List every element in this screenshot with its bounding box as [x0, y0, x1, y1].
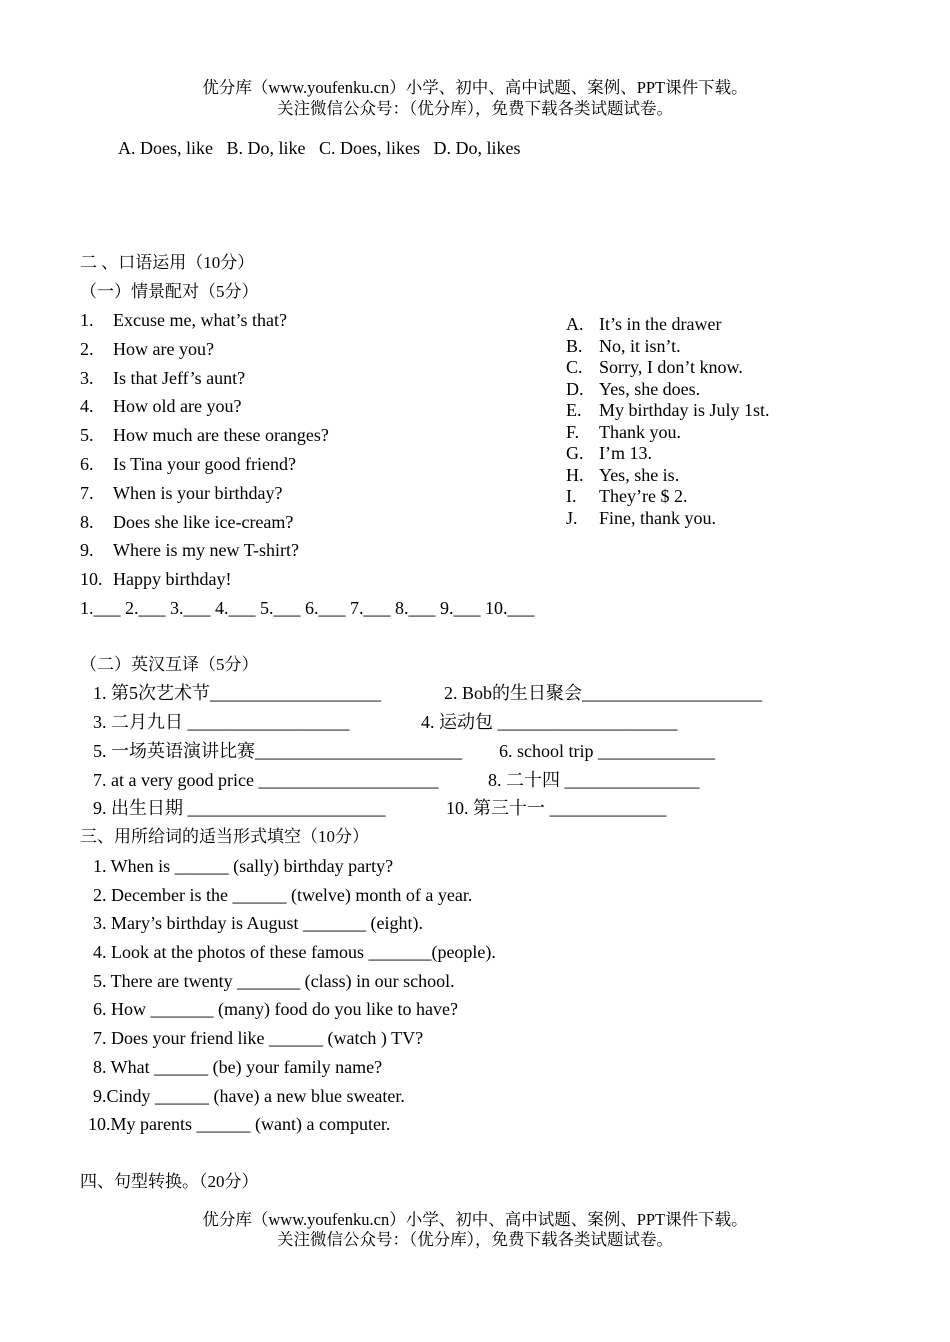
question-item: 7. When is your birthday?	[80, 483, 283, 503]
answer-blanks: 1.___ 2.___ 3.___ 4.___ 5.___ 6.___ 7.___ 8.___ 9.___ 10.___	[80, 598, 535, 618]
question-item: 4. How old are you?	[80, 396, 242, 416]
answer-option: F. Thank you.	[566, 422, 681, 442]
section-4-title: 四、句型转换。（20分）	[80, 1172, 259, 1191]
translation-item: 1. 第5次艺术节___________________	[93, 683, 381, 703]
footer-line-1: 优分库（www.youfenku.cn）小学、初中、高中试题、案例、PPT课件下载。	[202, 1210, 748, 1229]
question-item: 1. Excuse me, what’s that?	[80, 310, 287, 330]
question-item: 9. Where is my new T-shirt?	[80, 540, 299, 560]
answer-option: G. I’m 13.	[566, 443, 652, 463]
question-item: 10. Happy birthday!	[80, 569, 232, 589]
header-line-1: 优分库（www.youfenku.cn）小学、初中、高中试题、案例、PPT课件下载。	[202, 78, 748, 97]
answer-option: I. They’re $ 2.	[566, 486, 688, 506]
header-line-2: 关注微信公众号：（优分库），免费下载各类试题试卷。	[277, 99, 673, 118]
section-3-title: 三、用所给词的适当形式填空（10分）	[80, 827, 369, 846]
section-2-title: 二 、口语运用（10分）	[80, 253, 255, 272]
section-2-1-title: （一）情景配对（5分）	[80, 282, 259, 301]
answer-option: C. Sorry, I don’t know.	[566, 357, 743, 377]
translation-item: 3. 二月九日 __________________	[93, 712, 350, 732]
answer-option: E. My birthday is July 1st.	[566, 400, 770, 420]
fill-blank-item: 1. When is ______ (sally) birthday party?	[93, 856, 394, 876]
translation-item: 10. 第三十一 _____________	[446, 798, 667, 818]
question-item: 5. How much are these oranges?	[80, 425, 329, 445]
fill-blank-item: 10.My parents ______ (want) a computer.	[88, 1114, 391, 1134]
fill-blank-item: 6. How _______ (many) food do you like to have?	[93, 999, 458, 1019]
fill-blank-item: 2. December is the ______ (twelve) month of a year.	[93, 885, 473, 905]
fill-blank-item: 9.Cindy ______ (have) a new blue sweater.	[93, 1086, 405, 1106]
translation-item: 2. Bob的生日聚会____________________	[444, 683, 763, 703]
translation-item: 5. 一场英语演讲比赛_______________________	[93, 741, 462, 761]
answer-option: D. Yes, she does.	[566, 379, 701, 399]
previous-question-options: A. Does, like B. Do, like C. Does, likes D. Do, likes	[118, 138, 521, 158]
section-2-2-title: （二）英汉互译（5分）	[80, 655, 259, 674]
answer-option: H. Yes, she is.	[566, 465, 680, 485]
translation-item: 6. school trip _____________	[499, 741, 715, 761]
fill-blank-item: 3. Mary’s birthday is August _______ (eight).	[93, 913, 423, 933]
answer-option: A. It’s in the drawer	[566, 314, 722, 334]
fill-blank-item: 5. There are twenty _______ (class) in our school.	[93, 971, 455, 991]
fill-blank-item: 7. Does your friend like ______ (watch ) TV?	[93, 1028, 424, 1048]
translation-item: 7. at a very good price ____________________	[93, 770, 439, 790]
translation-item: 4. 运动包 ____________________	[421, 712, 678, 732]
translation-item: 9. 出生日期 ______________________	[93, 798, 386, 818]
question-item: 8. Does she like ice-cream?	[80, 512, 294, 532]
fill-blank-item: 8. What ______ (be) your family name?	[93, 1057, 383, 1077]
footer-line-2: 关注微信公众号：（优分库），免费下载各类试题试卷。	[277, 1230, 673, 1249]
question-item: 6. Is Tina your good friend?	[80, 454, 296, 474]
question-item: 2. How are you?	[80, 339, 214, 359]
answer-option: J. Fine, thank you.	[566, 508, 716, 528]
question-item: 3. Is that Jeff’s aunt?	[80, 368, 246, 388]
fill-blank-item: 4. Look at the photos of these famous _______(people).	[93, 942, 496, 962]
answer-option: B. No, it isn’t.	[566, 336, 681, 356]
translation-item: 8. 二十四 _______________	[488, 770, 700, 790]
